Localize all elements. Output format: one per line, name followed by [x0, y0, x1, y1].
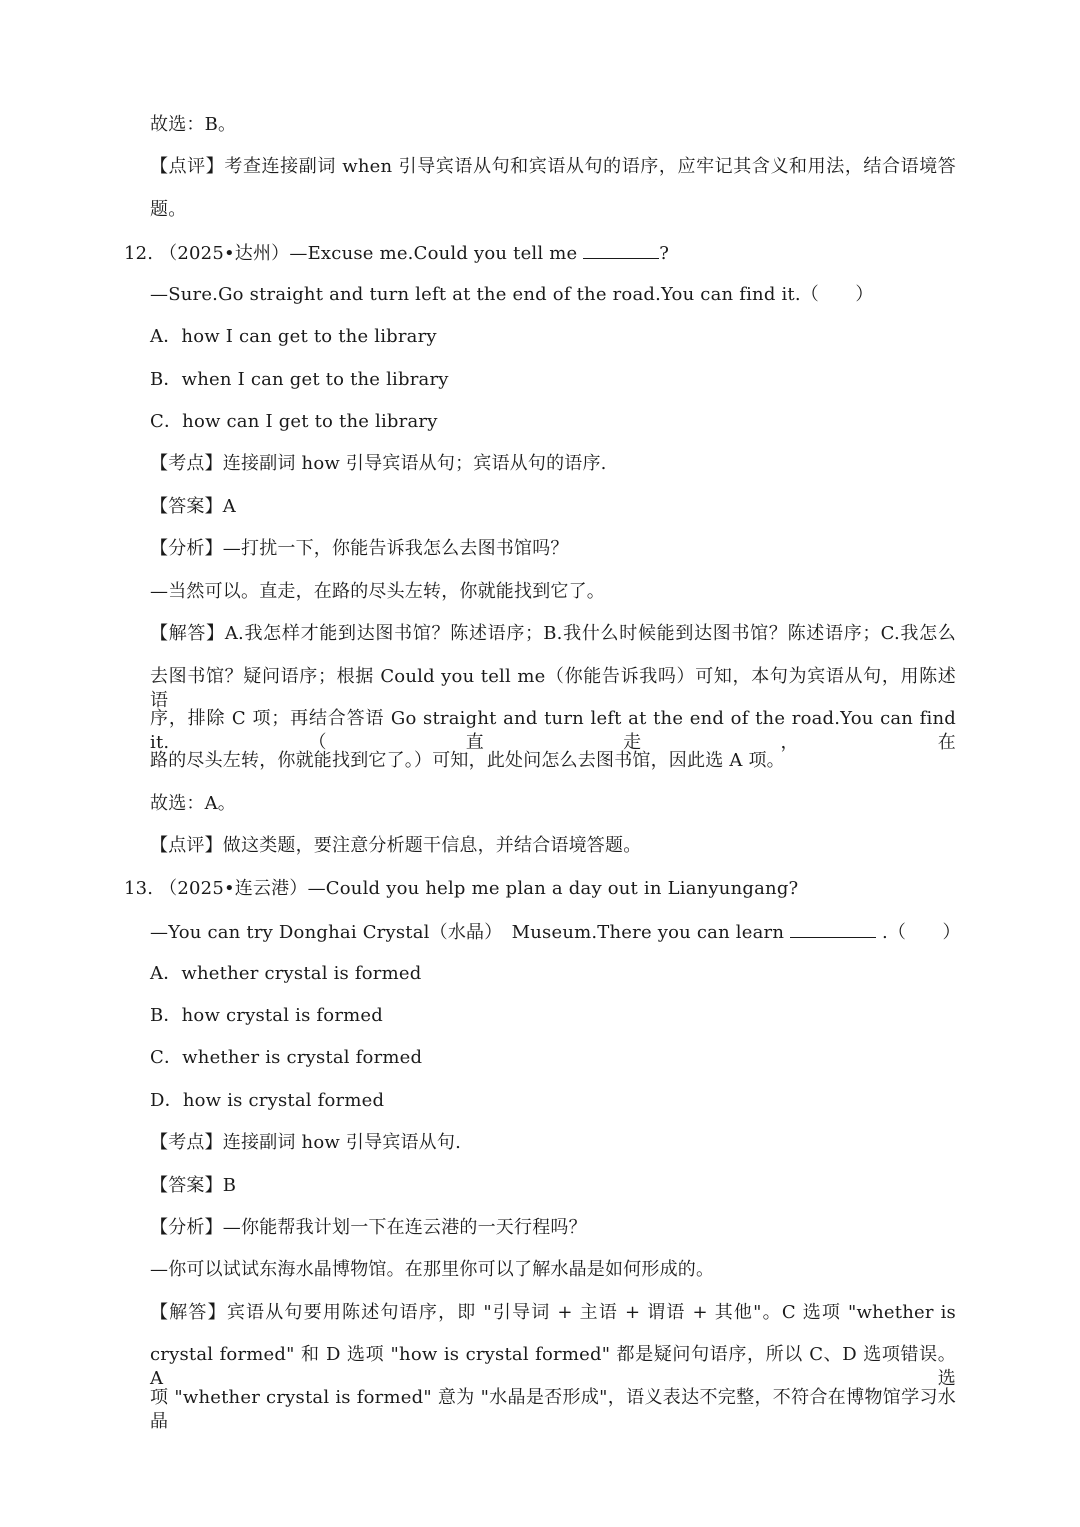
q12-solution-line-4: 路的尽头左转，你就能找到它了。）可知，此处问怎么去图书馆，因此选 A 项。: [150, 750, 785, 771]
q12-kaodian: 【考点】连接副词 how 引导宾语从句；宾语从句的语序.: [150, 453, 607, 474]
q13-solution-line-1: 【解答】宾语从句要用陈述句语序，即 "引导词 + 主语 + 谓语 + 其他"。C 选项 "whether is: [150, 1302, 956, 1323]
q13-option-c: C．whether is crystal formed: [150, 1047, 423, 1068]
q13-solution-line-3: 项 "whether crystal is formed" 意为 "水晶是否形成"，语义表达不完整，不符合在博物馆学习水晶: [150, 1387, 956, 1432]
q12-choose: 故选：A。: [150, 793, 236, 814]
q13-source: （2025•连云港）: [159, 878, 308, 899]
prev-choose: 故选：B。: [150, 114, 237, 135]
q13-analysis-2: —你可以试试东海水晶博物馆。在那里你可以了解水晶是如何形成的。: [150, 1259, 715, 1280]
q13-kaodian: 【考点】连接副词 how 引导宾语从句.: [150, 1132, 462, 1153]
q12-analysis-2: —当然可以。直走，在路的尽头左转，你就能找到它了。: [150, 581, 605, 602]
q12-number: 12.: [124, 243, 154, 264]
q13-stem-text: —Could you help me plan a day out in Lianyungang?: [307, 878, 799, 899]
q12-reply: —Sure.Go straight and turn left at the end of the road.You can find it.（ ）: [150, 284, 874, 305]
q12-answer: 【答案】A: [150, 496, 236, 517]
q12-stem: [124, 240, 669, 266]
q13-reply-text: —You can try Donghai Crystal（水晶） Museum.There you can learn: [150, 922, 785, 943]
prev-comment-line-1: 【点评】考查连接副词 when 引导宾语从句和宾语从句的语序，应牢记其含义和用法，结合语境答: [150, 156, 956, 177]
q13-option-d: D．how is crystal formed: [150, 1090, 385, 1111]
q13-number: 13.: [124, 878, 154, 899]
q12-solution-line-2: 去图书馆？疑问语序；根据 Could you tell me（你能告诉我吗）可知，本句为宾语从句，用陈述语: [150, 666, 956, 711]
q13-stem: [124, 877, 798, 901]
q12-option-c: C．how can I get to the library: [150, 411, 438, 432]
q13-answer: 【答案】B: [150, 1175, 237, 1196]
q13-option-a: A．whether crystal is formed: [150, 963, 422, 984]
q13-reply-end: .（ ）: [881, 922, 961, 943]
q12-solution-line-1: 【解答】A.我怎样才能到达图书馆？陈述语序；B.我什么时候能到达图书馆？陈述语序；C.我怎么: [150, 623, 956, 644]
q12-solution-line-3: 序，排除 C 项；再结合答语 Go straight and turn left at the end of the road.You can find it.（直走，在: [150, 708, 956, 753]
q12-stem-text: —Excuse me.Could you tell me: [289, 243, 578, 264]
q12-analysis-1: 【分析】—打扰一下，你能告诉我怎么去图书馆吗？: [150, 538, 569, 559]
q13-answer-blank: [790, 919, 876, 938]
q13-solution-line-2: crystal formed" 和 D 选项 "how is crystal formed" 都是疑问句语序，所以 C、D 选项错误。A 选: [150, 1344, 956, 1389]
q13-option-b: B．how crystal is formed: [150, 1005, 383, 1026]
q12-comment: 【点评】做这类题，要注意分析题干信息，并结合语境答题。: [150, 835, 642, 856]
q12-option-b: B．when I can get to the library: [150, 369, 449, 390]
prev-comment-line-2: 题。: [150, 199, 187, 220]
q12-answer-blank: [583, 240, 659, 259]
q12-source: （2025•达州）: [159, 243, 290, 264]
q13-analysis-1: 【分析】—你能帮我计划一下在连云港的一天行程吗？: [150, 1217, 587, 1238]
q13-reply: [150, 919, 961, 945]
q12-option-a: A．how I can get to the library: [150, 326, 437, 347]
q12-stem-end: ?: [659, 243, 670, 264]
